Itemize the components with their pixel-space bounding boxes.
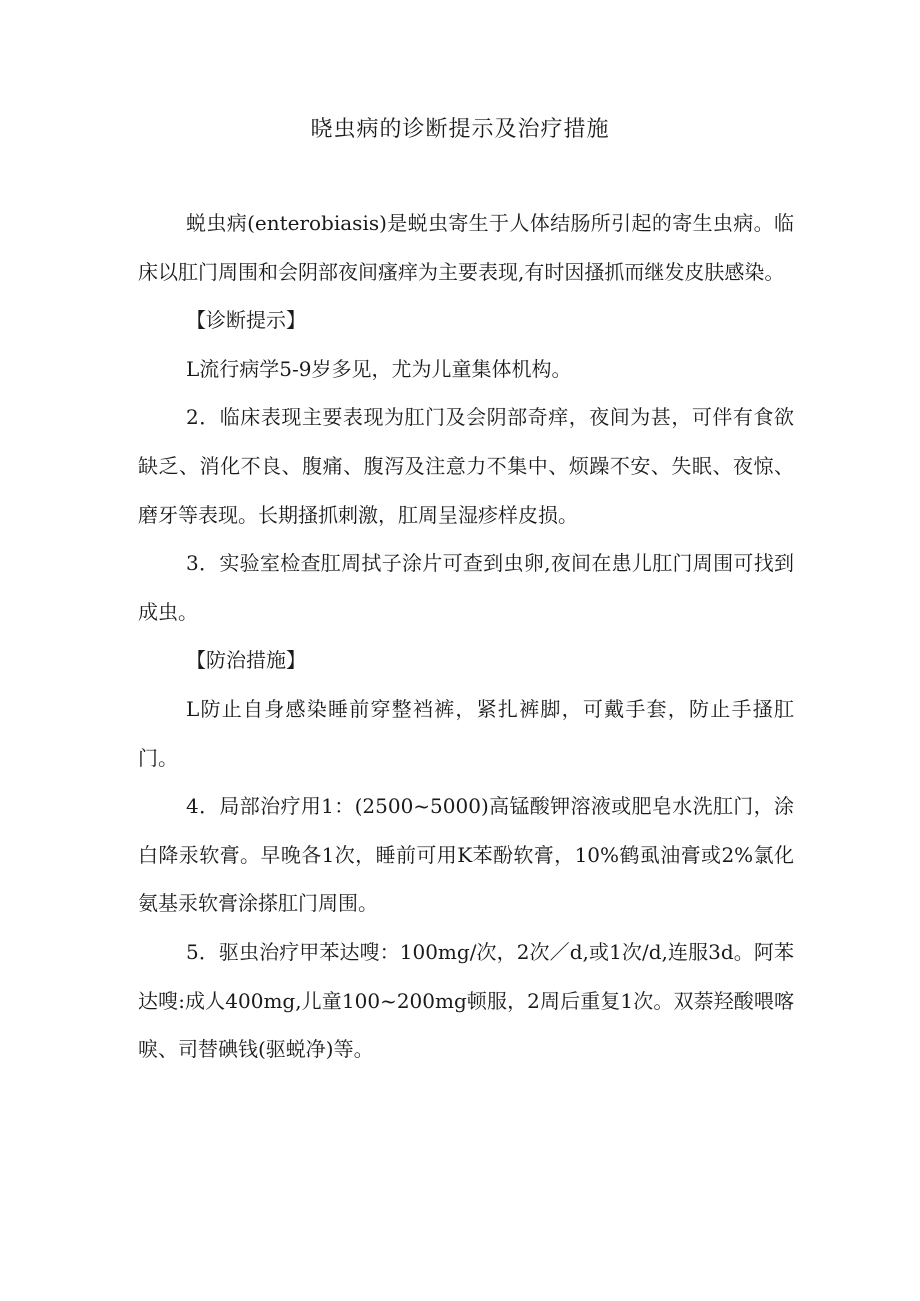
section-heading-diagnosis: 【诊断提示】 <box>186 308 306 333</box>
diagnosis-item-2: 2．临床表现主要表现为肛门及会阴部奇痒，夜间为甚，可伴有食欲缺乏、消化不良、腹痛、腹泻及注意力不集中、烦躁不安、失眠、夜惊、磨牙等表现。长期搔抓刺激，肛周呈湿疹样皮损。 <box>138 405 794 527</box>
treatment-item-4: 4．局部治疗用1：(2500~5000)高锰酸钾溶液或肥皂水洗肛门，涂白降汞软膏。早晚各1次，睡前可用K苯酚软膏，10%鹤虱油膏或2%氯化氨基汞软膏涂搽肛门周围。 <box>138 794 794 916</box>
diagnosis-item-3: 3．实验室检查肛周拭子涂片可查到虫卵,夜间在患儿肛门周围可找到成虫。 <box>138 551 794 624</box>
diagnosis-item-1: L流行病学5-9岁多见，尤为儿童集体机构。 <box>186 356 572 381</box>
section-heading-treatment: 【防治措施】 <box>186 648 306 673</box>
treatment-item-1: L防止自身感染睡前穿整裆裤，紧扎裤脚，可戴手套，防止手搔肛门。 <box>138 696 794 770</box>
document-title: 晓虫病的诊断提示及治疗措施 <box>310 117 610 142</box>
document-body <box>138 199 794 1074</box>
treatment-item-5: 5．驱虫治疗甲苯达嗖：100mg/次，2次／d,或1次/d,连服3d。阿苯达嗖:成人400mg,儿童100~200mg顿服，2周后重复1次。双萘羟酸喂喀唳、司替碘钱(驱蜕净)等。 <box>138 939 794 1062</box>
intro-paragraph: 蜕虫病(enterobiasis)是蜕虫寄生于人体结肠所引起的寄生虫病。临床以肛门周围和会阴部夜间瘙痒为主要表现,有时因搔抓而继发皮肤感染。 <box>138 211 794 284</box>
